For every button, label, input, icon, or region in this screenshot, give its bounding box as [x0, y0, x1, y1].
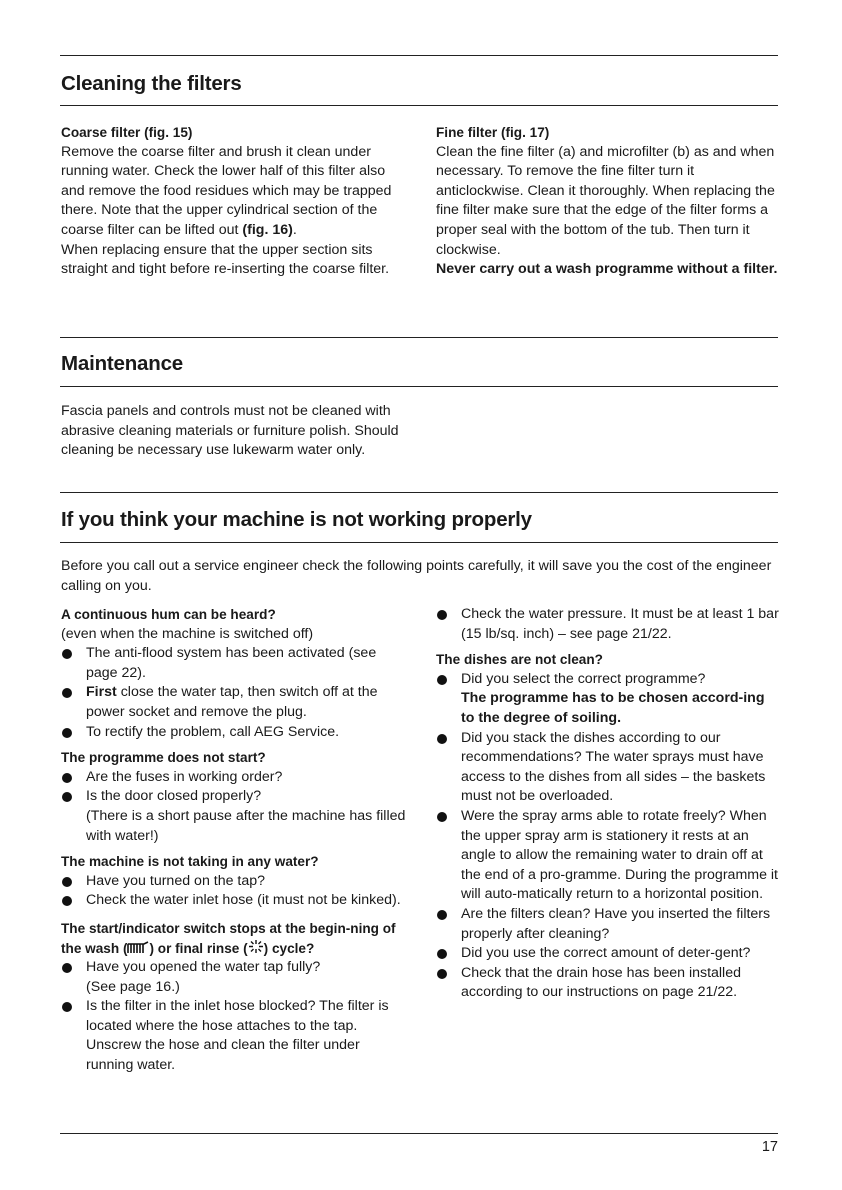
notclean-heading: The dishes are not clean?: [436, 652, 603, 668]
list-item: Have you opened the water tap fully? (See page 16.): [61, 958, 406, 997]
troubleshooting-intro: Before you call out a service engineer check the following points carefully, it will save you the cost of the engineer calling on you.: [61, 558, 772, 594]
coarse-filter-replace-text: When replacing ensure that the upper section sits straight and tight before re-inserting the coarse filter.: [61, 241, 390, 278]
fine-filter-warning: Never carry out a wash programme without a filter.: [436, 261, 778, 278]
list-item: Did you use the correct amount of deter-gent?: [436, 944, 781, 964]
list-item: Did you stack the dishes according to our recommendations? The water sprays must have access to the dishes from all sides – the baskets must not be overloaded.: [436, 729, 781, 807]
list-item: Were the spray arms able to rotate freely? When the upper spray arm is stationery it rests at an angle to allow the remaining water to drain off at the end of a pro-gramme. During the programme it will auto-matically return to a horizontal position.: [436, 807, 781, 905]
fine-filter-column: [436, 123, 779, 280]
notclean-list: [436, 670, 781, 1003]
list-item: Are the fuses in working order?: [61, 768, 406, 788]
nostart-heading: The programme does not start?: [61, 750, 266, 766]
list-item: Check the water pressure. It must be at least 1 bar (15 lb/sq. inch) – see page 21/22.: [436, 605, 781, 644]
list-item: Is the door closed properly? (There is a short pause after the machine has filled with water!): [61, 787, 406, 846]
divider-rule: [60, 105, 778, 106]
divider-rule: [60, 386, 778, 387]
final-rinse-sparkle-icon: [248, 939, 264, 954]
divider-rule: [60, 492, 778, 493]
hum-list: [61, 644, 406, 742]
fine-filter-text: Clean the fine filter (a) and microfilter (b) as and when necessary. To remove the fine filter turn it anticlockwise. Clean it thoroughly. When replacing the fine filter make sure that the edge of the filter forms a proper seal with the bottom of the tub. Then turn it clockwise.: [436, 143, 775, 258]
list-item: To rectify the problem, call AEG Service.: [61, 723, 406, 743]
section-title-maintenance: Maintenance: [61, 352, 183, 375]
page-number: 17: [761, 1139, 778, 1155]
list-item: The anti-flood system has been activated (see page 22).: [61, 644, 406, 683]
list-item: Check that the drain hose has been installed according to our instructions on page 21/22.: [436, 964, 781, 1003]
coarse-filter-text: Remove the coarse filter and brush it clean under running water. Check the lower half of this filter also and remove the food residues which may be trapped there. Note that the upper cylindrical section of the coarse filter can be lifted out (fig. 16).: [61, 143, 392, 238]
troubleshooting-right-column: [436, 605, 781, 1003]
list-item: First close the water tap, then switch off at the power socket and remove the plug.: [61, 683, 406, 722]
list-item: Is the filter in the inlet hose blocked? The filter is located where the hose attaches to the tap. Unscrew the hose and clean the filter under running water.: [61, 997, 396, 1075]
list-item: Have you turned on the tap?: [61, 872, 406, 892]
switch-stops-list: [61, 958, 406, 1076]
troubleshooting-left-column: [61, 605, 406, 1076]
list-item: Did you select the correct programme? The programme has to be chosen accord-ing to the degree of soiling.: [436, 670, 781, 729]
hum-heading: A continuous hum can be heard?: [61, 607, 276, 622]
switch-stops-list-continued: [436, 605, 781, 644]
coarse-filter-heading: Coarse filter (fig. 15): [61, 125, 193, 140]
wash-cycle-icon: [127, 941, 149, 954]
divider-rule: [60, 1133, 778, 1134]
section-title-filters: Cleaning the filters: [61, 72, 242, 95]
nowater-list: [61, 872, 406, 911]
maintenance-text: Fascia panels and controls must not be cleaned with abrasive cleaning materials or furniture polish. Should cleaning be necessary use lukewarm water only.: [61, 403, 399, 459]
switch-stops-heading: The start/indicator switch stops at the begin-ning of the wash ( ) or final rinse ( ) cycle?: [61, 920, 396, 956]
coarse-filter-column: [61, 123, 406, 280]
hum-note: (even when the machine is switched off): [61, 625, 314, 642]
list-item: Check the water inlet hose (it must not be kinked).: [61, 891, 406, 911]
divider-rule: [60, 337, 778, 338]
section-title-troubleshooting: If you think your machine is not working properly: [61, 508, 532, 531]
nostart-list: [61, 768, 406, 846]
nowater-heading: The machine is not taking in any water?: [61, 854, 319, 870]
fine-filter-heading: Fine filter (fig. 17): [436, 125, 550, 140]
divider-rule: [60, 55, 778, 56]
divider-rule: [60, 542, 778, 543]
list-item: Are the filters clean? Have you inserted the filters properly after cleaning?: [436, 905, 781, 944]
